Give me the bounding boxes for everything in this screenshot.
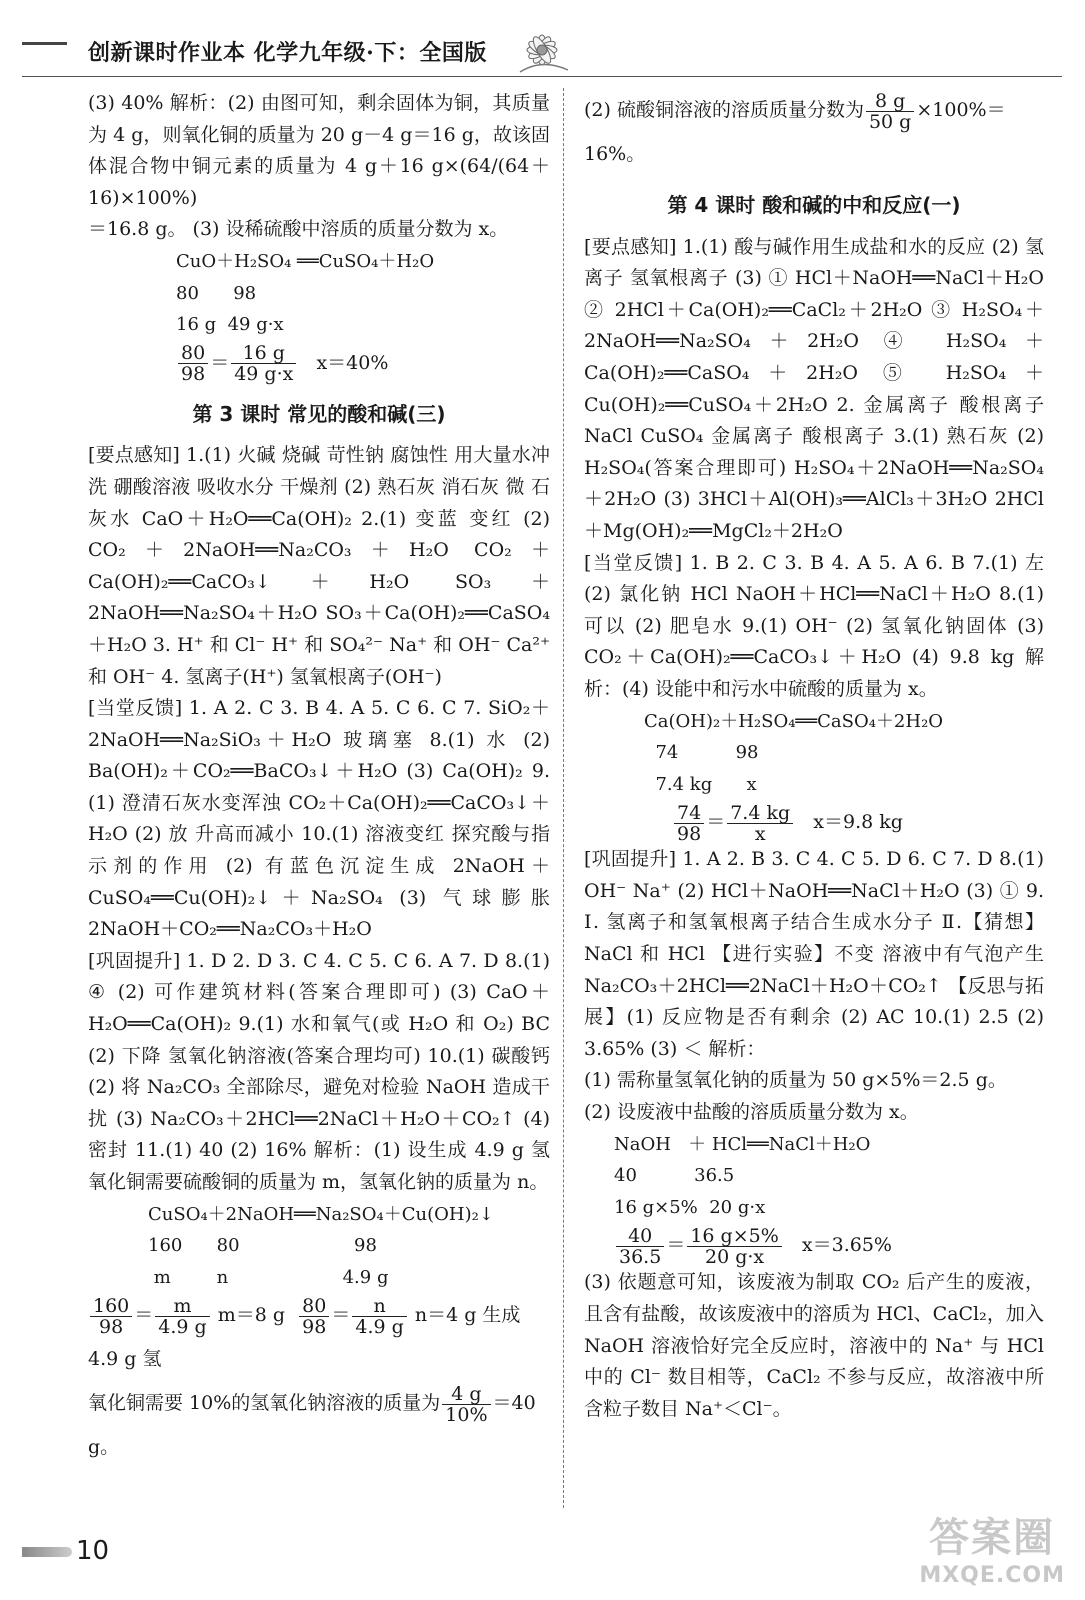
answer-text: (2) 硫酸铜溶液的溶质质量分数为 $\frac{8 g}{50 g}$ ×100%＝16%。 (584, 89, 1006, 165)
proportion: $\frac{160}{98}$ ＝ $\frac{m}{4.9 g}$ m＝8 g $\frac{80}{98}$ ＝ $\frac{n}{4.9 g}$ n＝4 g 生成 4.9 g 氢 (88, 1294, 521, 1371)
watermark-text: 答案圈 (929, 1515, 1056, 1561)
column-divider (563, 88, 564, 1508)
answer-text: (3) 40% 解析：(2) 由图可知，剩余固体为铜，其质量为 4 g，则氧化铜的质量为 20 g－4 g＝16 g，故该固体混合物中铜元素的质量为 4 g＋16 g×(64/(64＋16)×100%) (88, 92, 550, 209)
answer-text: ＝16.8 g。 (3) 设稀硫酸中溶质的质量分数为 x。 (88, 218, 509, 241)
equation: 40 36.5 (614, 1165, 735, 1187)
proportion: $\frac{80}{98}$ ＝ $\frac{16 g}{49 g\cdot x}$ x＝40% (88, 341, 550, 385)
equation: CuO＋H₂SO₄ ══CuSO₄＋H₂O (176, 250, 435, 272)
equation: NaOH ＋ HCl══NaCl＋H₂O (614, 1133, 871, 1155)
answer-text: (2) 设废液中盐酸的溶质质量分数为 x。 (584, 1101, 919, 1124)
fraction: $\frac{80}{98}$ (178, 343, 208, 384)
right-column (584, 88, 1044, 1425)
fraction: $\frac{16 g}{49 g\cdot x}$ (231, 343, 296, 384)
answer-text: [当堂反馈] 1. A 2. C 3. B 4. A 5. C 6. C 7. SiO₂＋2NaOH══Na₂SiO₃＋H₂O 玻璃塞 8.(1) 水 (2) Ba(OH)₂＋CO₂══BaCO₃↓＋H₂O (3) Ca(OH)₂ 9.(1) 澄清石灰水变浑浊 CO₂＋Ca(OH)₂══CaCO₃↓＋H₂O (2) 放 升高而减小 10.(1) 溶液变红 探究酸与指示剂的作用 (2) 有蓝色沉淀生成 2NaOH＋CuSO₄══Cu(OH)₂↓＋Na₂SO₄ (3) 气球膨胀 2NaOH＋CO₂══Na₂CO₃＋H₂O (88, 697, 550, 941)
proportion: $\frac{40}{36.5}$ ＝ $\frac{16 g\times 5\%}{20 g\cdot x}$ x＝3.65% (584, 1223, 1044, 1267)
watermark (919, 1506, 1065, 1588)
header-bar (22, 42, 67, 45)
answer-text: (1) 需称量氢氧化钠的质量为 50 g×5%＝2.5 g。 (584, 1069, 1007, 1092)
proportion: $\frac{74}{98}$ ＝ $\frac{7.4 kg}{x}$ x＝9.8 kg (584, 800, 1044, 844)
flower-icon (510, 28, 574, 76)
left-column (88, 88, 550, 1469)
book-title: 创新课时作业本 化学九年级·下：全国版 (88, 40, 487, 66)
section-title: 第 3 课时 常见的酸和碱(三) (192, 401, 446, 426)
equation: CuSO₄＋2NaOH══Na₂SO₄＋Cu(OH)₂↓ (148, 1203, 494, 1225)
answer-text: [巩固提升] 1. D 2. D 3. C 4. C 5. C 6. A 7. D 8.(1) ④ (2) 可作建筑材料(答案合理即可) (3) CaO＋H₂O══Ca(OH)₂ 9.(1) 水和氧气(或 H₂O 和 O₂) BC (2) 下降 氢氧化钠溶液(答案合理均可) 10.(1) 碳酸钙 (2) 将 Na₂CO₃ 全部除尽，避免对检验 NaOH 造成干扰 (3) Na₂CO₃＋2HCl══2NaCl＋H₂O＋CO₂↑ (4) 密封 11.(1) 40 (2) 16% 解析：(1) 设生成 4.9 g 氢氧化铜需要硫酸铜的质量为 m，氢氧化钠的质量为 n。 (88, 949, 550, 1193)
watermark-url: MXQE.COM (919, 1563, 1065, 1588)
page-number: 10 (22, 1536, 109, 1566)
answer-text: [要点感知] 1.(1) 火碱 烧碱 苛性钠 腐蚀性 用大量水冲洗 硼酸溶液 吸收水分 干燥剂 (2) 熟石灰 消石灰 微 石灰水 CaO＋H₂O══Ca(OH)₂ 2.(1) 变蓝 变红 (2) CO₂＋2NaOH══Na₂CO₃＋H₂O CO₂＋Ca(OH)₂══CaCO₃↓＋H₂O SO₃＋2NaOH══Na₂SO₄＋H₂O SO₃＋Ca(OH)₂══CaSO₄＋H₂O 3. H⁺ 和 Cl⁻ H⁺ 和 SO₄²⁻ Na⁺ 和 OH⁻ Ca²⁺ 和 OH⁻ 4. 氢离子(H⁺) 氢氧根离子(OH⁻) (88, 444, 550, 688)
equation: 7.4 kg x (644, 773, 757, 795)
answer-text: 氧化铜需要 10%的氢氧化钠溶液的质量为 $\frac{4 g}{10\%}$ ＝40 g。 (88, 1382, 536, 1459)
equation: 16 g×5% 20 g·x (614, 1196, 766, 1218)
header-rule (22, 76, 1062, 77)
answer-text: [要点感知] 1.(1) 酸与碱作用生成盐和水的反应 (2) 氢离子 氢氧根离子 (3) ① HCl＋NaOH══NaCl＋H₂O ② 2HCl＋Ca(OH)₂══CaCl₂＋2H₂O ③ H₂SO₄＋2NaOH══Na₂SO₄＋2H₂O ④ H₂SO₄＋Ca(OH)₂══CaSO₄＋2H₂O ⑤ H₂SO₄＋Cu(OH)₂══CuSO₄＋2H₂O 2. 金属离子 酸根离子 NaCl CuSO₄ 金属离子 酸根离子 3.(1) 熟石灰 (2) H₂SO₄(答案合理即可) H₂SO₄＋2NaOH══Na₂SO₄＋2H₂O (3) 3HCl＋Al(OH)₃══AlCl₃＋3H₂O 2HCl＋Mg(OH)₂══MgCl₂＋2H₂O (584, 235, 1044, 542)
answer-text: (3) 依题意可知，该废液为制取 CO₂ 后产生的废液，且含有盐酸，故该废液中的溶质为 HCl、CaCl₂，加入 NaOH 溶液恰好完全反应时，溶液中的 Na⁺ 与 HCl 中的 Cl⁻ 数目相等，CaCl₂ 不参与反应，故溶液中所含粒子数目 Na⁺＜Cl⁻。 (584, 1271, 1044, 1420)
answer-text: [巩固提升] 1. A 2. B 3. C 4. C 5. D 6. C 7. D 8.(1) OH⁻ Na⁺ (2) HCl＋NaOH══NaCl＋H₂O (3) ① 9. Ⅰ. 氢离子和氢氧根离子结合生成水分子 Ⅱ.【猜想】NaCl 和 HCl 【进行实验】不变 溶液中有气泡产生 Na₂CO₃＋2HCl══2NaCl＋H₂O＋CO₂↑ 【反思与拓展】(1) 反应物是否有剩余 (2) AC 10.(1) 2.5 (2) 3.65% (3) ＜ 解析： (584, 848, 1044, 1060)
page-arrow-icon (22, 1547, 72, 1557)
equation: Ca(OH)₂＋H₂SO₄══CaSO₄＋2H₂O (644, 710, 944, 732)
equation: 74 98 (644, 742, 759, 764)
equation: 16 g 49 g·x (176, 314, 284, 336)
equation: 160 80 98 (148, 1235, 377, 1257)
equation: m n 4.9 g (148, 1266, 389, 1288)
equation: 80 98 (176, 282, 257, 304)
page-header (0, 28, 1085, 80)
section-title: 第 4 课时 酸和碱的中和反应(一) (667, 193, 961, 217)
answer-text: [当堂反馈] 1. B 2. C 3. B 4. A 5. A 6. B 7.(1) 左 (2) 氯化钠 HCl NaOH＋HCl══NaCl＋H₂O 8.(1) 可以 (2) 肥皂水 9.(1) OH⁻ (2) 氢氧化钠固体 (3) CO₂＋Ca(OH)₂══CaCO₃↓＋H₂O (4) 9.8 kg 解析：(4) 设能中和污水中硫酸的质量为 x。 (584, 551, 1044, 700)
